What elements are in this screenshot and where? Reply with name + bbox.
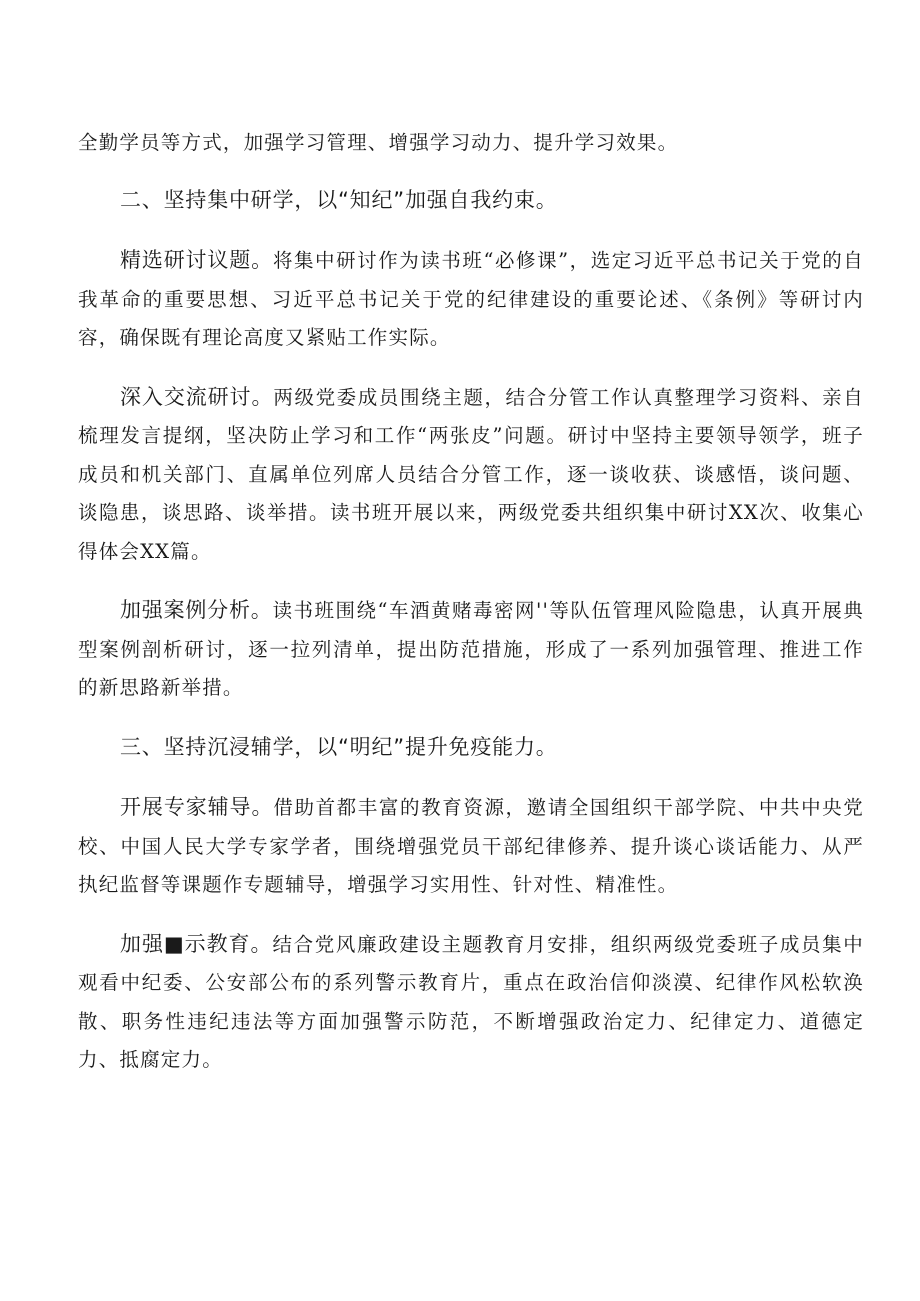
paragraph-text: 将集中研讨作为读书班“必修课”，选定习近平总书记关于党的自我革命的重要思想、习近平总书记关于党的纪律建设的重要论述、《条例》等研讨内容，确保既有理论高度又紧贴工作实际。 [78, 249, 864, 349]
section-heading-3: 三、坚持沉浸辅学，以“明纪”提升免疫能力。 [120, 734, 558, 759]
paragraph-select-topics [78, 241, 864, 358]
paragraph-exchange-discussion [78, 378, 864, 572]
paragraph-lead: 加强■示教育。 [120, 931, 273, 956]
paragraph-lead: 开展专家辅导。 [120, 795, 274, 819]
paragraph-warning-education [78, 925, 864, 1080]
paragraph-case-analysis [78, 591, 864, 708]
paragraph-lead: 精选研讨议题。 [120, 248, 273, 272]
paragraph-text: 两级党委成员围绕主题，结合分管工作认真整理学习资料、亲自梳理发言提纲，坚决防止学习和工作“两张皮”问题。研讨中坚持主要领导领学，班子成员和机关部门、直属单位列席人员结合分管工作，逐一谈收获、谈感悟，谈问题、谈隐患，谈思路、谈举措。读书班开展以来，两级党委共组织集中研讨XX次、收集心得体会XX篇。 [78, 385, 864, 563]
paragraph-text: 借助首都丰富的教育资源，邀请全国组织干部学院、中共中央党校、中国人民大学专家学者，围绕增强党员干部纪律修养、提升谈心谈话能力、从严执纪监督等课题作专题辅导，增强学习实用性、针对性、精准性。 [78, 796, 864, 896]
paragraph-expert-guidance [78, 788, 864, 905]
paragraph-text: 读书班围绕“车酒黄赌毒密网''等队伍管理风险隐患，认真开展典型案例剖析研讨，逐一拉列清单，提出防范措施，形成了一系列加强管理、推进工作的新思路新举措。 [78, 599, 864, 699]
document-body [78, 124, 864, 1100]
paragraph-lead: 加强案例分析。 [120, 598, 273, 622]
section-heading-2: 二、坚持集中研学，以“知纪”加强自我约束。 [120, 187, 558, 212]
opening-line: 全勤学员等方式，加强学习管理、增强学习动力、提升学习效果。 [78, 131, 679, 154]
paragraph-text: 结合党风廉政建设主题教育月安排，组织两级党委班子成员集中观看中纪委、公安部公布的系列警示教育片，重点在政治信仰淡漠、纪律作风松软涣散、职务性违纪违法等方面加强警示防范，不断增强政治定力、纪律定力、道德定力、抵腐定力。 [78, 932, 865, 1071]
paragraph-lead: 深入交流研讨。 [120, 384, 274, 409]
